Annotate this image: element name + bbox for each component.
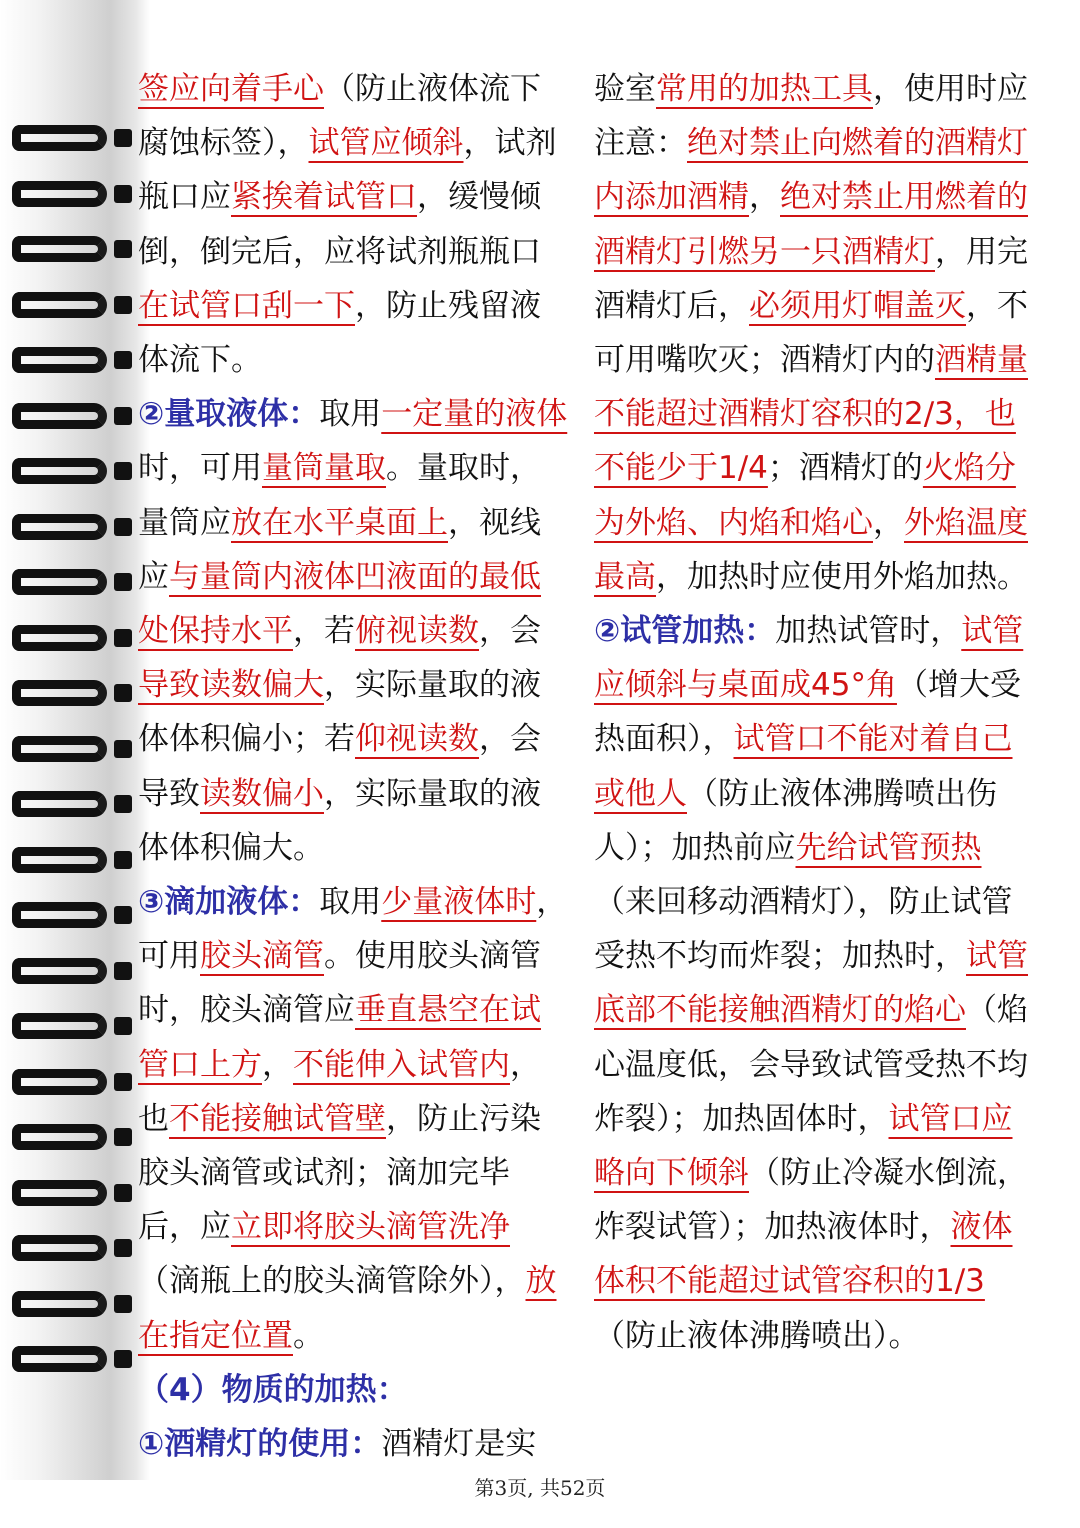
binding-ring (10, 1069, 130, 1099)
key-point-text: 紧挨着试管口 (231, 179, 417, 216)
body-text: 。 (293, 1317, 324, 1354)
ring-loop (12, 791, 107, 817)
body-text: ，也 (138, 1046, 541, 1137)
ring-loop (12, 902, 107, 928)
punch-hole (114, 240, 132, 258)
punch-hole (114, 906, 132, 924)
right-column (594, 62, 1030, 1363)
body-text: （增大受热面积）， (594, 667, 1021, 758)
key-point-text: 常用的加热工具 (656, 71, 873, 107)
body-text: （防止冷凝水倒流，炸裂试管）；加热液体时， (594, 1155, 1028, 1246)
key-point-text: 放在水平桌面上 (231, 504, 448, 541)
binding-ring (10, 1124, 130, 1154)
punch-hole (114, 462, 132, 480)
key-point-text: 绝对禁止向燃着的酒精灯内添加酒精 (594, 125, 1028, 216)
body-text: ，试剂瓶口应 (138, 125, 557, 216)
body-text: ，会 (479, 613, 541, 650)
key-point-text: 与量筒内液体凹液面的最低处保持水平 (138, 558, 541, 650)
key-point-text: 在试管口刮一下 (138, 287, 355, 324)
key-point-text: 试管口不能对着自己或他人 (594, 721, 1013, 812)
binding-ring (10, 625, 130, 655)
binding-ring (10, 902, 130, 932)
ring-loop (12, 680, 107, 706)
key-point-text: 必须用灯帽盖灭 (749, 287, 966, 324)
binding-ring (10, 958, 130, 988)
body-text: ，视线应 (138, 504, 541, 595)
ring-loop (12, 1346, 107, 1372)
punch-hole (114, 740, 132, 758)
page-number: 第3页, 共52页 (474, 1476, 606, 1500)
key-point-text: 垂直悬空在试管口上方 (138, 992, 541, 1083)
punch-hole (114, 795, 132, 813)
ring-loop (12, 625, 107, 651)
binding-ring (10, 347, 130, 377)
ring-loop (12, 1180, 107, 1206)
punch-hole (114, 573, 132, 591)
body-text: （防止液体沸腾喷出）。 (594, 1317, 920, 1354)
punch-hole (114, 962, 132, 980)
section-heading: （4）物质的加热： (138, 1371, 408, 1408)
binding-ring (10, 1235, 130, 1265)
key-point-text: 读数偏小 (200, 775, 324, 812)
key-point-text: 试管口应略向下倾斜 (594, 1100, 1013, 1192)
ring-loop (12, 569, 107, 595)
body-text: ，会导致 (138, 721, 541, 812)
ring-loop (12, 847, 107, 873)
body-text: 验室 (594, 71, 656, 107)
body-text: 加热试管时， (775, 613, 962, 650)
binding-ring (10, 181, 130, 211)
body-text: ，实际量取的液体体积偏大。 (138, 775, 541, 866)
body-text: ，可用 (138, 884, 568, 975)
body-text: ， (873, 504, 904, 541)
ring-loop (12, 736, 107, 762)
ring-loop (12, 1124, 107, 1150)
binding-ring (10, 1291, 130, 1321)
body-text: ，加热时应使用外焰加热。 (656, 558, 1028, 595)
punch-hole (114, 1239, 132, 1257)
binding-ring (10, 236, 130, 266)
section-heading: ①酒精灯的使用： (138, 1426, 382, 1463)
key-point-text: 不能接触试管壁 (169, 1100, 386, 1137)
section-heading: ③滴加液体： (138, 884, 320, 921)
ring-loop (12, 1235, 107, 1261)
punch-hole (114, 185, 132, 203)
ring-loop (12, 403, 107, 429)
ring-loop (12, 347, 107, 373)
body-text: ，不可用嘴吹灭；酒精灯内的 (594, 287, 1028, 379)
punch-hole (114, 351, 132, 369)
punch-hole (114, 518, 132, 536)
punch-hole (114, 1073, 132, 1091)
binding-ring (10, 847, 130, 877)
key-point-text: 立即将胶头滴管洗净 (231, 1209, 510, 1246)
binding-ring (10, 514, 130, 544)
punch-hole (114, 1295, 132, 1313)
binding-ring (10, 125, 130, 155)
key-point-text: 试管底部不能接触酒精灯的焰心 (594, 938, 1028, 1029)
left-column (138, 62, 570, 1471)
punch-hole (114, 629, 132, 647)
body-text: 。使用胶头滴管时，胶头滴管应 (138, 938, 541, 1029)
key-point-text: 放在指定位置 (138, 1263, 557, 1354)
key-point-text: 火焰分为外焰、内焰和焰心 (594, 450, 1016, 541)
ring-loop (12, 958, 107, 984)
key-point-text: 一定量的液体 (381, 396, 568, 433)
body-text: （防止液体流下腐蚀标签）， (138, 71, 541, 162)
ring-loop (12, 1291, 107, 1317)
key-point-text: 俯视读数 (355, 613, 479, 650)
body-text: 酒精灯是实 (381, 1426, 537, 1463)
binding-ring (10, 292, 130, 322)
binding-ring (10, 403, 130, 433)
body-text: 取用 (319, 396, 382, 433)
key-point-text: 仰视读数 (355, 721, 479, 758)
binding-ring (10, 1180, 130, 1210)
body-text: （来回移动酒精灯），防止试管受热不均而炸裂；加热时， (594, 884, 1013, 975)
key-point-text: 液体体积不能超过试管容积的1/3 (594, 1209, 1013, 1300)
binding-ring (10, 1346, 130, 1376)
key-point-text: 绝对禁止用燃着的酒精灯引燃另一只酒精灯 (594, 179, 1028, 270)
body-text: （滴瓶上的胶头滴管除外）， (138, 1263, 526, 1300)
punch-hole (114, 851, 132, 869)
binding-ring (10, 1013, 130, 1043)
ring-loop (12, 514, 107, 540)
key-point-text: 不能伸入试管内 (293, 1046, 510, 1083)
body-text: 时，可用 (138, 450, 262, 487)
ring-loop (12, 1013, 107, 1039)
key-point-text: 签应向着手心 (138, 71, 324, 107)
body-text: ，用完酒精灯后， (594, 233, 1028, 324)
notebook-page (138, 62, 1038, 1472)
key-point-text: 少量液体时 (381, 884, 537, 921)
key-point-text: 试管应倾斜与桌面成45°角 (594, 613, 1024, 704)
punch-hole (114, 1184, 132, 1202)
spiral-binding (0, 0, 150, 1480)
key-point-text: 量筒量取 (262, 450, 386, 487)
body-text: ；酒精灯的 (767, 450, 923, 487)
binding-ring (10, 680, 130, 710)
body-text: ，防止污染胶头滴管或试剂；滴加完毕后，应 (138, 1100, 541, 1246)
body-text: ，实际量取的液体体积偏小；若 (138, 667, 541, 758)
key-point-text: 试管应倾斜 (308, 125, 464, 162)
body-text: 取用 (319, 884, 382, 921)
section-heading: ②试管加热： (594, 613, 776, 650)
body-text: ， (749, 179, 780, 216)
ring-loop (12, 236, 107, 262)
ring-loop (12, 1069, 107, 1095)
punch-hole (114, 296, 132, 314)
binding-ring (10, 791, 130, 821)
key-point-text: 外焰温度最高 (594, 504, 1028, 595)
binding-ring (10, 736, 130, 766)
body-text: ，缓慢倾倒，倒完后，应将试剂瓶瓶口 (138, 179, 541, 270)
section-heading: ②量取液体： (138, 396, 320, 433)
key-point-text: 先给试管预热 (795, 829, 982, 866)
key-point-text: 导致读数偏大 (138, 667, 324, 704)
ring-loop (12, 292, 107, 318)
binding-ring (10, 458, 130, 488)
punch-hole (114, 1350, 132, 1368)
punch-hole (114, 1128, 132, 1146)
key-point-text: 胶头滴管 (200, 938, 324, 975)
body-text: ， (262, 1046, 293, 1083)
punch-hole (114, 407, 132, 425)
binding-ring (10, 569, 130, 599)
body-text: ，使用时应注意： (594, 71, 1028, 162)
ring-loop (12, 181, 107, 207)
body-text: （防止液体沸腾喷出伤人）；加热前应 (594, 775, 997, 866)
body-text: （焰心温度低，会导致试管受热不均炸裂）；加热固体时， (594, 992, 1028, 1137)
punch-hole (114, 1017, 132, 1035)
body-text: ，若 (293, 613, 355, 650)
punch-hole (114, 684, 132, 702)
key-point-text: 酒精量不能超过酒精灯容积的2/3，也不能少于1/4 (594, 342, 1028, 487)
body-text: 。量取时，量筒应 (138, 450, 541, 541)
ring-loop (12, 125, 107, 151)
punch-hole (114, 129, 132, 147)
ring-loop (12, 458, 107, 484)
body-text: ，防止残留液体流下。 (138, 287, 541, 379)
